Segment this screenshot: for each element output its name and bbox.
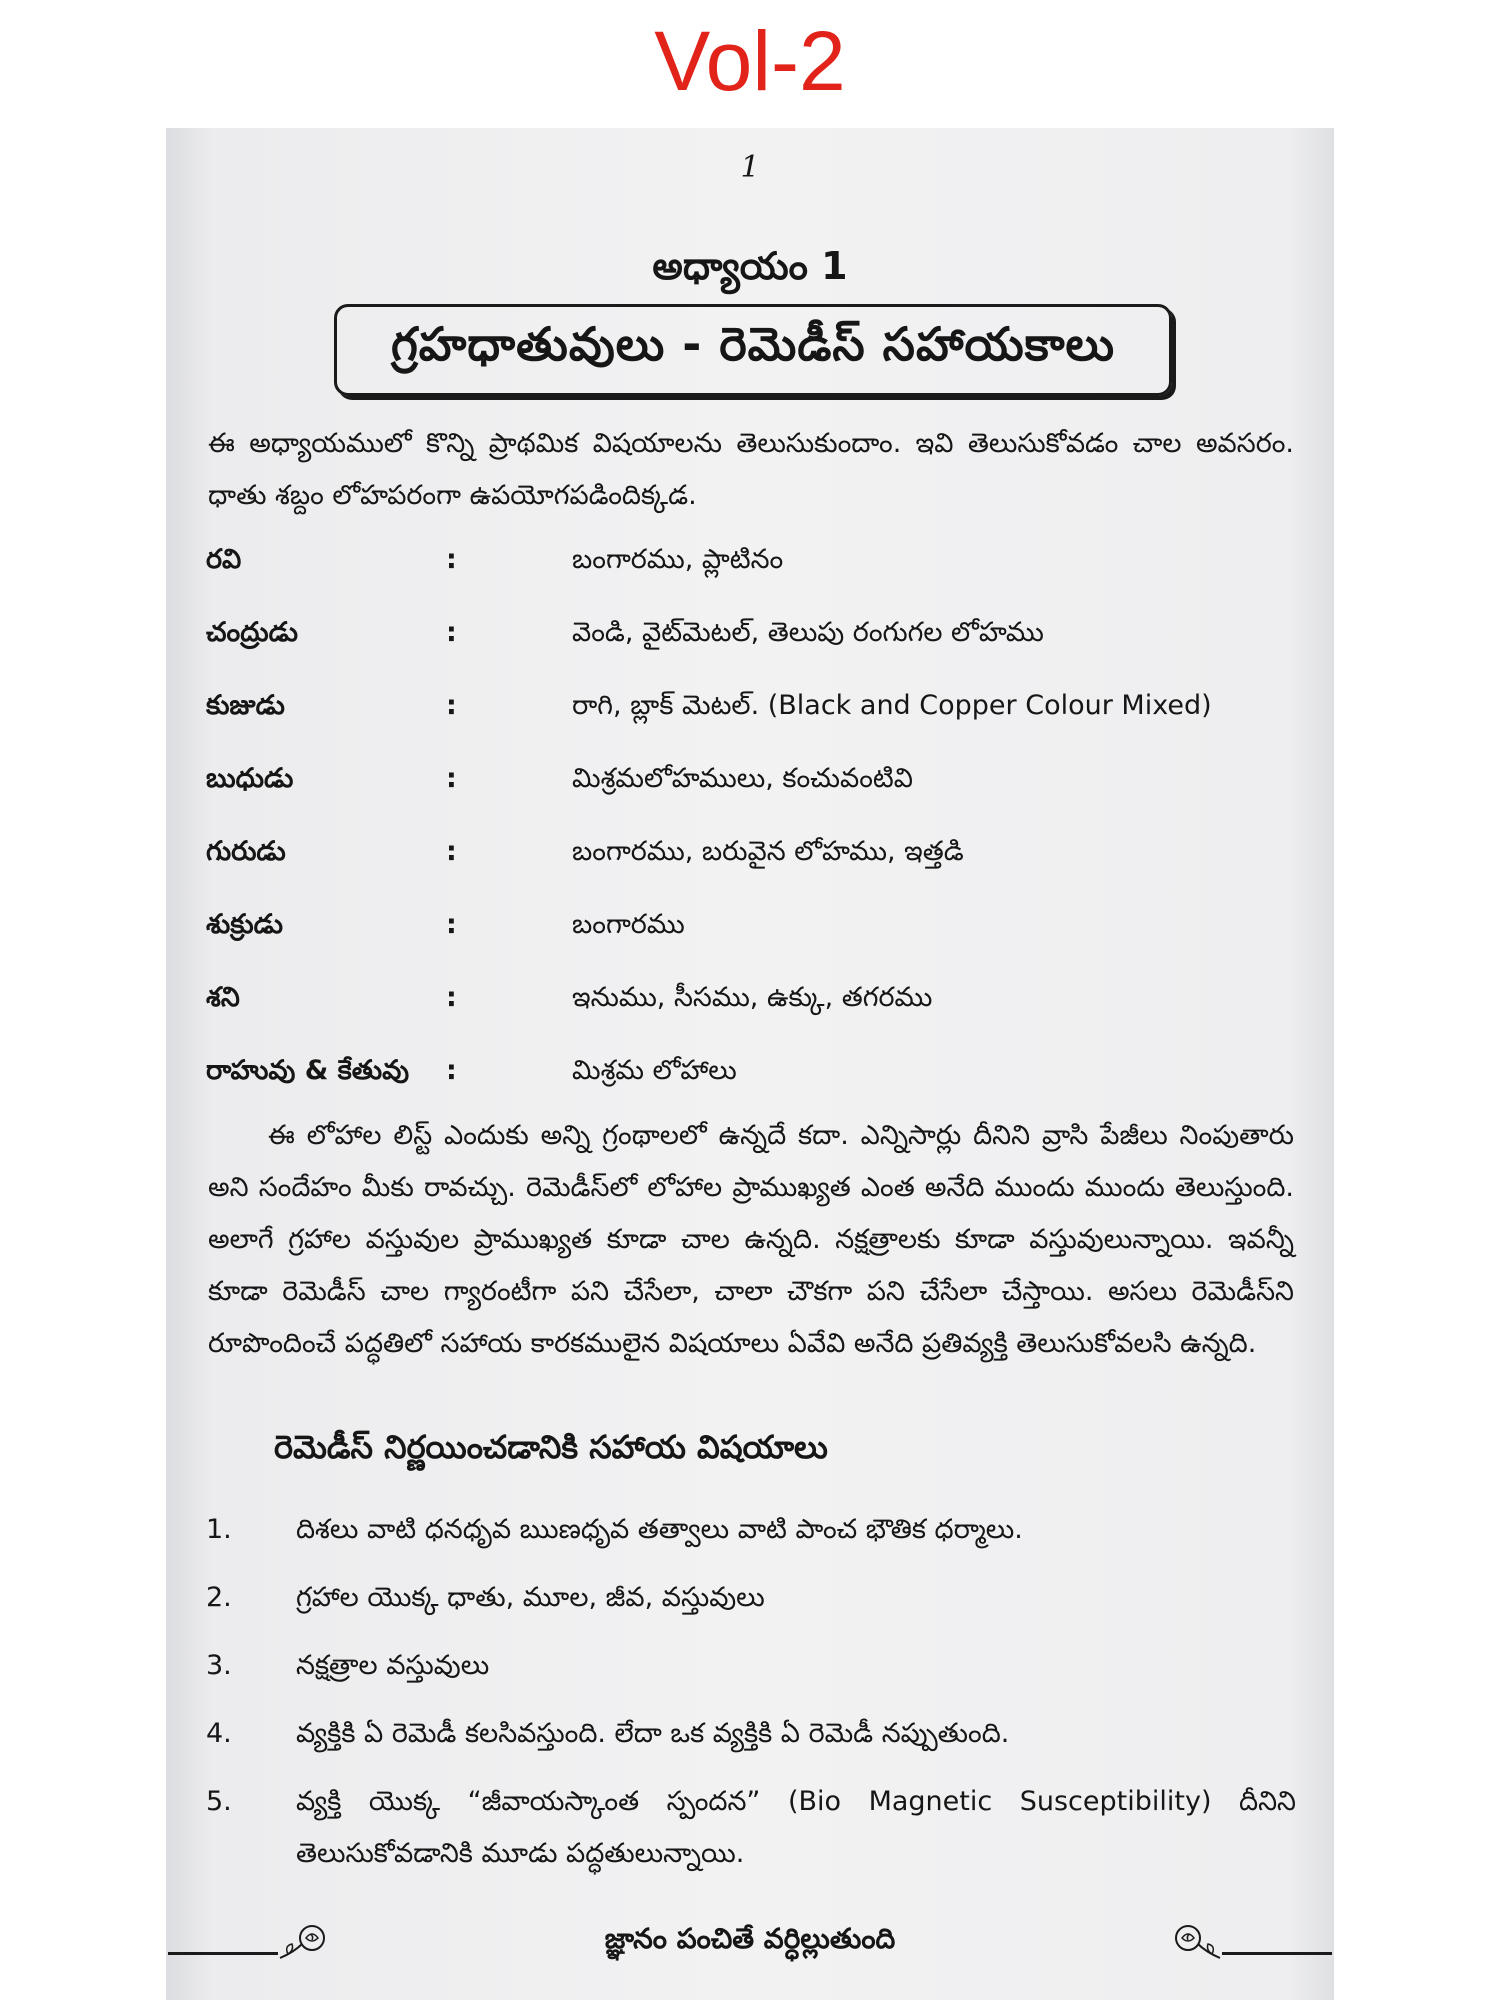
separator: :	[446, 982, 457, 1013]
planet-name: కుజుడు	[206, 690, 285, 721]
item-number: 5.	[206, 1786, 232, 1817]
planet-name: రవి	[206, 544, 242, 575]
list-item	[206, 968, 1296, 1041]
item-text: వ్యక్తి యొక్క “జీవాయస్కాంత స్పందన” (Bio Magnetic Susceptibility) దీనిని తెలుసుకోవడానికి మూడు పద్ధతులున్నాయి.	[296, 1786, 1296, 1869]
section-heading: రెమెడీస్ నిర్ణయించడానికి సహాయ విషయాలు	[274, 1428, 828, 1466]
item-number: 1.	[206, 1514, 232, 1545]
list-item	[206, 1504, 1296, 1572]
item-text: వ్యక్తికి ఏ రెమెడీ కలసివస్తుంది. లేదా ఒక వ్యక్తికి ఏ రెమెడీ నప్పుతుంది.	[296, 1718, 1010, 1749]
list-item	[206, 530, 1296, 603]
list-item	[206, 1572, 1296, 1640]
planet-name: బుధుడు	[206, 763, 294, 794]
list-item	[206, 1640, 1296, 1708]
chapter-title-box	[334, 304, 1172, 396]
chapter-title: గ్రహధాతువులు - రెమెడీస్ సహాయకాలు	[390, 317, 1116, 371]
separator: :	[446, 544, 457, 575]
item-number: 4.	[206, 1718, 232, 1749]
rose-ornament-icon	[1168, 1922, 1224, 1962]
list-item	[206, 1041, 1296, 1114]
list-item	[206, 1708, 1296, 1776]
separator: :	[446, 617, 457, 648]
separator: :	[446, 836, 457, 867]
metal-list: వెండి, వైట్‌మెటల్, తెలుపు రంగుగల లోహము	[572, 617, 1044, 648]
item-number: 2.	[206, 1582, 232, 1613]
metal-list: బంగారము, ప్లాటినం	[572, 544, 784, 575]
footer-motto: జ్ఞానం పంచితే వర్ధిల్లుతుంది	[604, 1922, 896, 1955]
planet-name: శుక్రుడు	[206, 909, 283, 940]
footer-rule-right	[1222, 1952, 1332, 1955]
separator: :	[446, 690, 457, 721]
item-number: 3.	[206, 1650, 232, 1681]
separator: :	[446, 909, 457, 940]
volume-label: Vol-2	[654, 14, 846, 108]
body-paragraph: ఈ లోహాల లిస్ట్ ఎందుకు అన్ని గ్రంథాలలో ఉన్నదే కదా. ఎన్నిసార్లు దీనిని వ్రాసి పేజీలు నింపుతారు అని సందేహం మీకు రావచ్చు. రెమెడీస్‌లో లోహాల ప్రాముఖ్యత ఎంత అనేది ముందు ముందు తెలుస్తుంది. అలాగే గ్రహాల వస్తువుల ప్రాముఖ్యత కూడా చాల ఉన్నది. నక్షత్రాలకు కూడా వస్తువులున్నాయి. ఇవన్నీ కూడా రెమెడీస్ చాల గ్యారంటీగా పని చేసేలా, చాలా చౌకగా పని చేసేలా చేస్తాయి. అసలు రెమెడీస్‌ని రూపొందించే పద్ధతిలో సహాయ కారకములైన విషయాలు ఏవేవి అనేది ప్రతివ్యక్తి తెలుసుకోవలసి ఉన్నది.	[208, 1120, 1294, 1359]
metal-list: ఇనుము, సీసము, ఉక్కు, తగరము	[572, 982, 933, 1013]
item-text: నక్షత్రాల వస్తువులు	[296, 1650, 490, 1681]
planet-name: గురుడు	[206, 836, 286, 867]
planet-metal-list	[206, 530, 1296, 1114]
list-item	[206, 749, 1296, 822]
planet-name: శని	[206, 982, 240, 1013]
numbered-list	[206, 1504, 1296, 1896]
list-item	[206, 1776, 1296, 1896]
list-item	[206, 822, 1296, 895]
item-text: దిశలు వాటి ధనధృవ ఋణధృవ తత్వాలు వాటి పాంచ భౌతిక ధర్మాలు.	[296, 1514, 1023, 1545]
list-item	[206, 895, 1296, 968]
book-page	[166, 128, 1334, 2000]
page-footer	[166, 1918, 1334, 1978]
intro-paragraph: ఈ అధ్యాయములో కొన్ని ప్రాథమిక విషయాలను తెలుసుకుందాం. ఇవి తెలుసుకోవడం చాల అవసరం. ధాతు శబ్దం లోహపరంగా ఉపయోగపడిందిక్కడ.	[208, 428, 1294, 511]
planet-name: చంద్రుడు	[206, 617, 298, 648]
list-item	[206, 603, 1296, 676]
list-item	[206, 676, 1296, 749]
metal-list: బంగారము, బరువైన లోహము, ఇత్తడి	[572, 836, 964, 867]
planet-name: రాహువు & కేతువు	[206, 1055, 410, 1086]
metal-list: మిశ్రమలోహములు, కంచువంటివి	[572, 763, 913, 794]
metal-list: మిశ్రమ లోహాలు	[572, 1055, 737, 1086]
page-number: 1	[740, 150, 760, 185]
chapter-label: అధ్యాయం 1	[652, 244, 848, 288]
item-text: గ్రహాల యొక్క ధాతు, మూల, జీవ, వస్తువులు	[296, 1582, 765, 1613]
separator: :	[446, 763, 457, 794]
separator: :	[446, 1055, 457, 1086]
metal-list: బంగారము	[572, 909, 685, 940]
metal-list: రాగి, బ్లాక్ మెటల్. (Black and Copper Colour Mixed)	[572, 690, 1212, 721]
